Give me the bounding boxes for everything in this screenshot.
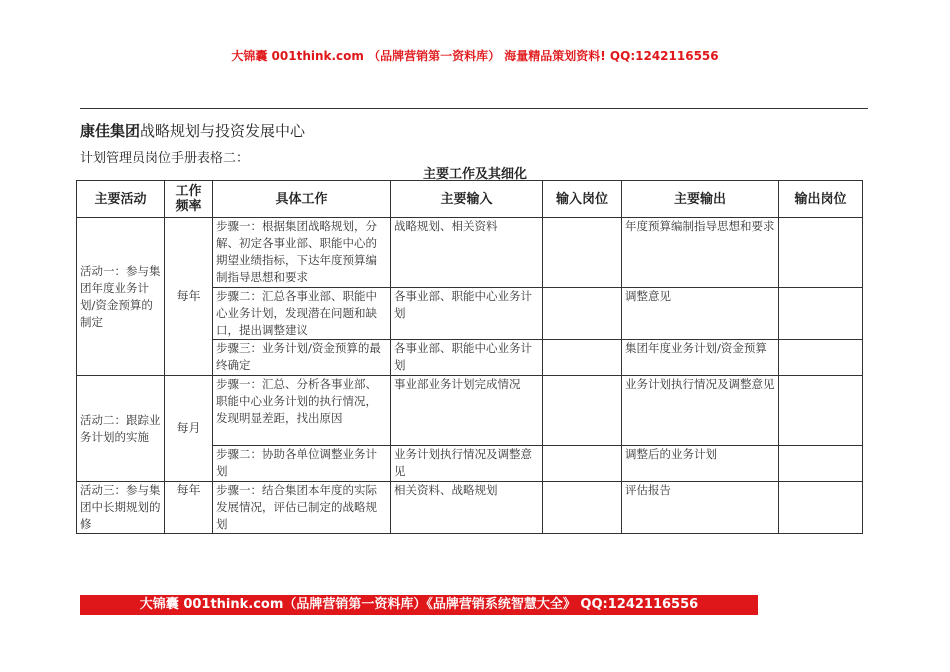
work-cell: 步骤一：汇总、分析各事业部、职能中心业务计划的执行情况，发现明显差距，找出原因 [213,376,391,446]
work-cell: 步骤二：协助各单位调整业务计划 [213,446,391,482]
header-rule [80,108,868,109]
work-cell: 步骤二：汇总各事业部、职能中心业务计划，发现潜在问题和缺口，提出调整建议 [213,288,391,340]
input-post-cell [543,376,622,446]
output-post-cell [779,218,863,288]
table-row [77,482,863,534]
form-subtitle: 计划管理员岗位手册表格二： [80,151,250,166]
input-cell: 战略规划、相关资料 [391,218,543,288]
table-header-row [77,181,863,218]
col-header-input-post: 输入岗位 [543,181,622,218]
output-cell: 集团年度业务计划/资金预算 [622,340,779,376]
table-title: 主要工作及其细化 [422,167,527,182]
output-post-cell [779,482,863,534]
company-heading [80,120,305,141]
output-cell: 年度预算编制指导思想和要求 [622,218,779,288]
input-post-cell [543,288,622,340]
input-post-cell [543,446,622,482]
frequency-cell: 每年 [165,482,213,534]
input-cell: 业务计划执行情况及调整意见 [391,446,543,482]
output-post-cell [779,288,863,340]
input-post-cell [543,218,622,288]
output-post-cell [779,446,863,482]
frequency-cell: 每年 [165,218,213,376]
activity-cell: 活动二：跟踪业务计划的实施 [77,376,165,482]
col-header-work: 具体工作 [213,181,391,218]
table-row [77,218,863,288]
activity-cell: 活动一：参与集团年度业务计划/资金预算的制定 [77,218,165,376]
company-name: 康佳集团 [80,122,141,140]
table-row [77,376,863,446]
department-name: 战略规划与投资发展中心 [140,122,306,140]
top-banner: 大锦囊 001think.com （品牌营销第一资料库） 海量精品策划资料! QQ:1242116556 [231,49,719,63]
input-cell: 相关资料、战略规划 [391,482,543,534]
col-header-output: 主要输出 [622,181,779,218]
col-header-frequency: 工作频率 [165,181,213,218]
input-post-cell [543,340,622,376]
output-cell: 评估报告 [622,482,779,534]
input-cell: 各事业部、职能中心业务计划 [391,340,543,376]
work-cell: 步骤一：结合集团本年度的实际发展情况，评估已制定的战略规划 [213,482,391,534]
col-header-input: 主要输入 [391,181,543,218]
work-cell: 步骤一：根据集团战略规划，分解、初定各事业部、职能中心的期望业绩指标，下达年度预算编制指导思想和要求 [213,218,391,288]
output-cell: 调整意见 [622,288,779,340]
output-cell: 调整后的业务计划 [622,446,779,482]
input-post-cell [543,482,622,534]
col-header-output-post: 输出岗位 [779,181,863,218]
output-post-cell [779,376,863,446]
output-post-cell [779,340,863,376]
work-cell: 步骤三：业务计划/资金预算的最终确定 [213,340,391,376]
input-cell: 各事业部、职能中心业务计划 [391,288,543,340]
col-header-activity: 主要活动 [77,181,165,218]
input-cell: 事业部业务计划完成情况 [391,376,543,446]
footer-banner: 大锦囊 001think.com（品牌营销第一资料库）《品牌营销系统智慧大全》 QQ:1242116556 [80,595,758,615]
work-breakdown-table [76,180,863,534]
frequency-cell: 每月 [165,376,213,482]
activity-cell: 活动三：参与集团中长期规划的修 [77,482,165,534]
output-cell: 业务计划执行情况及调整意见 [622,376,779,446]
